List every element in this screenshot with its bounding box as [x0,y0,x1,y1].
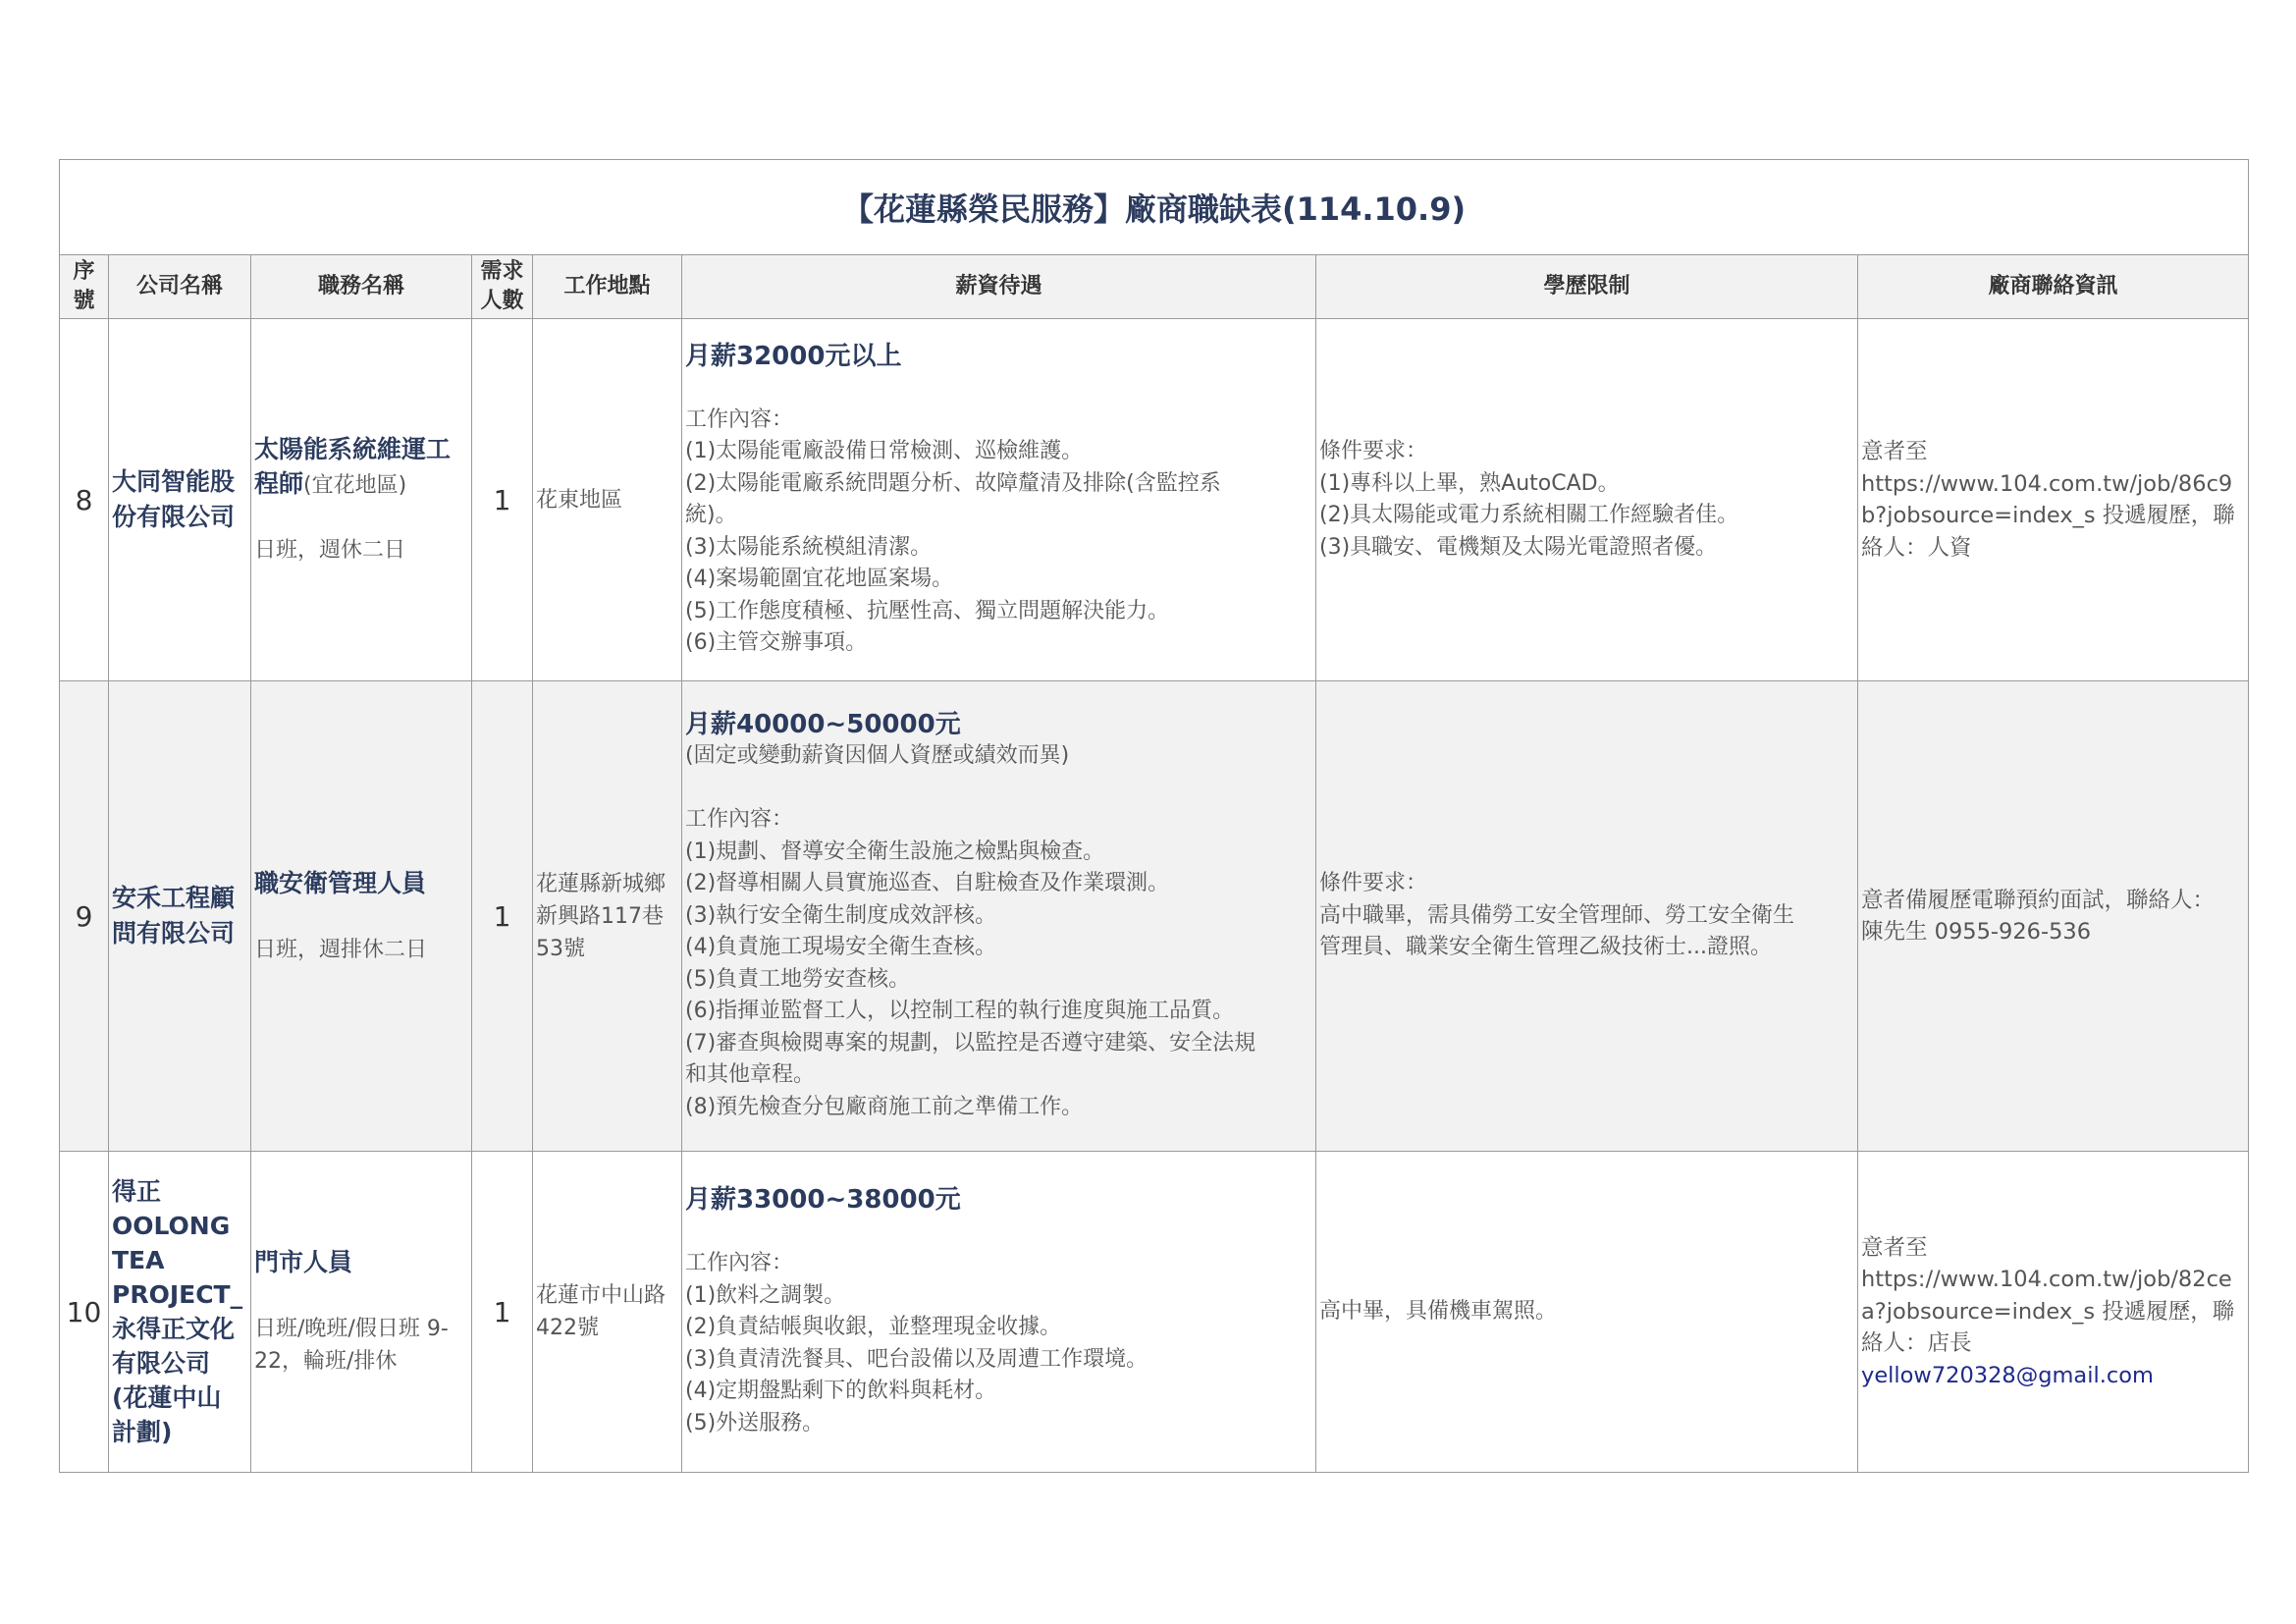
job-link[interactable]: https://www.104.com.tw/job/82ce [1861,1267,2232,1293]
table-row [60,1152,2249,1473]
table-header-row [60,255,2249,319]
header-salary: 薪資待遇 [682,255,1316,319]
contact-info: 意者至 https://www.104.com.tw/job/82ce a?jobsource=index_s 投遞履歷，聯 絡人：店長 yellow720328@gmail.com [1858,1152,2249,1473]
salary-amount: 月薪32000元以上 [685,341,902,371]
job-region: (宜花地區) [303,473,407,498]
company-name: 得正 OOLONG TEA PROJECT_ 永得正文化 有限公司 (花蓮中山 計劃) [109,1152,251,1473]
company-name: 大同智能股 份有限公司 [109,319,251,681]
header-job: 職務名稱 [251,255,472,319]
company-name: 安禾工程顧 問有限公司 [109,681,251,1152]
header-education: 學歷限制 [1316,255,1858,319]
job-vacancy-table [59,159,2249,1473]
page-title: 【花蓮縣榮民服務】廠商職缺表(114.10.9) [60,160,2249,255]
education-requirements: 高中畢，具備機車駕照。 [1316,1152,1858,1473]
header-company: 公司名稱 [109,255,251,319]
job-shift: 日班，週休二日 [254,538,406,563]
email-link[interactable]: yellow720328@gmail.com [1861,1362,2154,1388]
job-link[interactable]: https://www.104.com.tw/job/86c9 [1861,470,2233,497]
table-row [60,319,2249,681]
contact-phone: 陳先生 0955-926-536 [1861,919,2092,945]
job-title: 門市人員 [254,1248,353,1276]
salary-cell: 月薪32000元以上 工作內容： (1)太陽能電廠設備日常檢測、巡檢維護。 (2)太陽能電廠系統問題分析、故障釐清及排除(含監控系 統)。 (3)太陽能系統模組清潔。 (4)案場範圍宜花地區案場。 (5)工作態度積極、抗壓性高、獨立問題解決能力。 (6)主管交辦事項。 [682,319,1316,681]
salary-cell: 月薪33000~38000元 工作內容： (1)飲料之調製。 (2)負責結帳與收銀，並整理現金收據。 (3)負責清洗餐具、吧台設備以及周遭工作環境。 (4)定期盤點剩下的飲料與耗材。 (5)外送服務。 [682,1152,1316,1473]
job-shift: 日班，週排休二日 [254,937,428,962]
headcount: 1 [472,1152,533,1473]
table-row [60,681,2249,1152]
row-seq: 8 [60,319,109,681]
work-location: 花蓮縣新城鄉 新興路117巷 53號 [533,681,682,1152]
contact-info: 意者至 https://www.104.com.tw/job/86c9 b?jobsource=index_s 投遞履歷，聯 絡人：人資 [1858,319,2249,681]
headcount: 1 [472,319,533,681]
work-location: 花東地區 [533,319,682,681]
salary-amount: 月薪33000~38000元 [685,1185,961,1215]
salary-amount: 月薪40000~50000元 [685,709,961,739]
contact-info: 意者備履歷電聯預約面試，聯絡人： 陳先生 0955-926-536 [1858,681,2249,1152]
header-location: 工作地點 [533,255,682,319]
header-contact: 廠商聯絡資訊 [1858,255,2249,319]
education-requirements: 條件要求： (1)專科以上畢，熟AutoCAD。 (2)具太陽能或電力系統相關工作經驗者佳。 (3)具職安、電機類及太陽光電證照者優。 [1316,319,1858,681]
job-title-cell: 太陽能系統維運工 程師(宜花地區) 日班，週休二日 [251,319,472,681]
job-shift: 日班/晚班/假日班 9-22，輪班/排休 [254,1317,449,1374]
header-count: 需求 人數 [472,255,533,319]
education-requirements: 條件要求： 高中職畢，需具備勞工安全管理師、勞工安全衛生 管理員、職業安全衛生管理乙級技術士...證照。 [1316,681,1858,1152]
work-location: 花蓮市中山路 422號 [533,1152,682,1473]
job-title-cell [251,681,472,1152]
header-seq: 序 號 [60,255,109,319]
row-seq: 9 [60,681,109,1152]
headcount: 1 [472,681,533,1152]
row-seq: 10 [60,1152,109,1473]
job-title-cell [251,1152,472,1473]
job-title: 職安衛管理人員 [254,868,427,897]
salary-cell: 月薪40000~50000元 (固定或變動薪資因個人資歷或績效而異) 工作內容： (1)規劃、督導安全衛生設施之檢點與檢查。 (2)督導相關人員實施巡查、自駐檢查及作業環測。 (3)執行安全衛生制度成效評核。 (4)負責施工現場安全衛生查核。 (5)負責工地勞安查核。 (6)指揮並監督工人，以控制工程的執行進度與施工品質。 (7)審查與檢閱專案的規劃，以監控是否遵守建築、安全法規 和其他章程。 (8)預先檢查分包廠商施工前之準備工作。 [682,681,1316,1152]
job-title: 太陽能系統維運工 [254,435,452,463]
